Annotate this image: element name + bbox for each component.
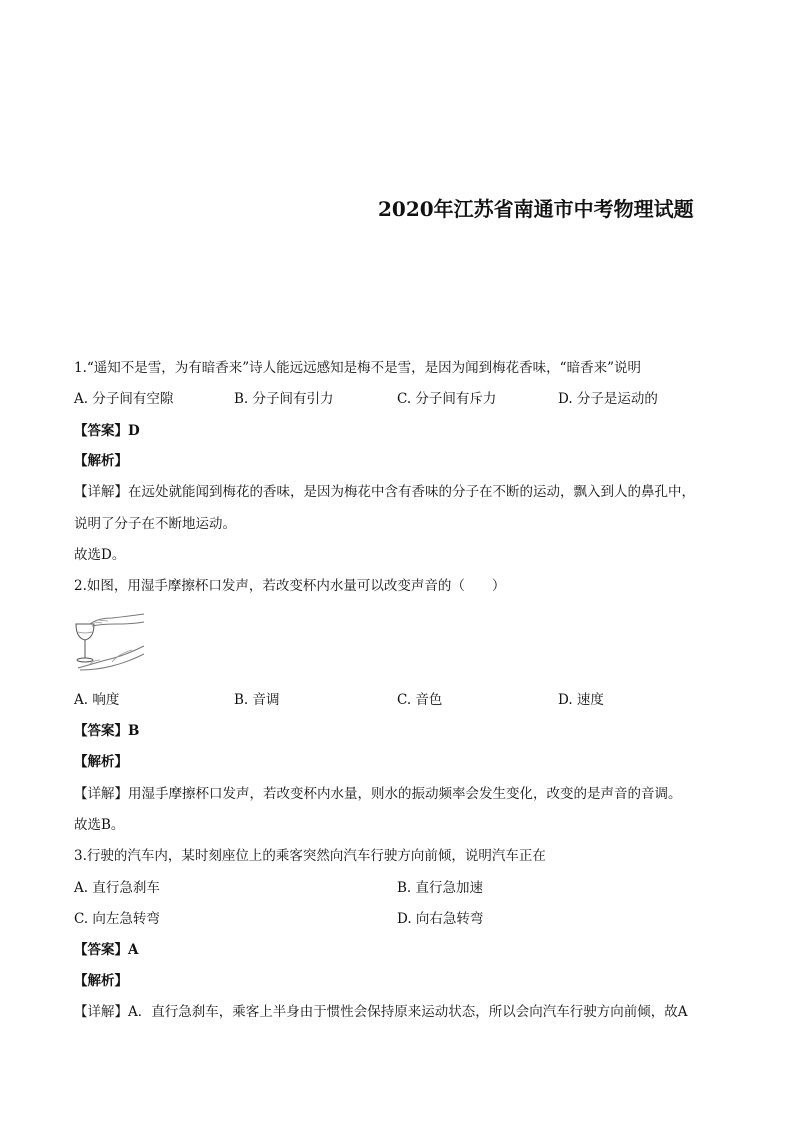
q2-option-b: B. 音调 xyxy=(234,692,280,708)
q3-option-d: D. 向右急转弯 xyxy=(397,911,484,927)
q1-detail-line-2: 说明了分子在不断地运动。 xyxy=(74,516,236,532)
q3-analysis-heading: 【解析】 xyxy=(74,973,128,989)
q2-analysis-heading: 【解析】 xyxy=(74,754,128,770)
q3-option-a: A. 直行急刹车 xyxy=(74,880,160,896)
q1-detail-line-1: 【详解】在远处就能闻到梅花的香味，是因为梅花中含有香味的分子在不断的运动，飘入到人的鼻孔中， xyxy=(74,484,695,500)
q2-conclusion: 故选B。 xyxy=(74,817,125,833)
q2-detail-line-1: 【详解】用湿手摩擦杯口发声，若改变杯内水量，则水的振动频率会发生变化，改变的是声音的音调。 xyxy=(74,786,682,802)
q2-option-a: A. 响度 xyxy=(74,692,120,708)
q2-stem: 2.如图，用湿手摩擦杯口发声，若改变杯内水量可以改变声音的（ ） xyxy=(74,578,506,594)
q1-conclusion: 故选D。 xyxy=(74,547,126,563)
q3-answer: 【答案】A xyxy=(74,942,139,958)
q1-option-c: C. 分子间有斥力 xyxy=(397,391,497,407)
hand-rubbing-wine-glass-illustration xyxy=(72,610,148,672)
q1-stem: 1.“遥知不是雪，为有暗香来”诗人能远远感知是梅不是雪，是因为闻到梅花香味，“暗香来”说明 xyxy=(74,360,641,376)
q1-option-d: D. 分子是运动的 xyxy=(558,391,658,407)
q1-answer: 【答案】D xyxy=(74,423,140,439)
q1-analysis-heading: 【解析】 xyxy=(74,453,128,469)
q1-option-a: A. 分子间有空隙 xyxy=(74,391,174,407)
q3-detail-line-1: 【详解】A．直行急刹车，乘客上半身由于惯性会保持原来运动状态，所以会向汽车行驶方向前倾，故A xyxy=(74,1004,688,1020)
q1-option-b: B. 分子间有引力 xyxy=(234,391,334,407)
document-title: 2020年江苏省南通市中考物理试题 xyxy=(378,197,694,221)
q3-option-b: B. 直行急加速 xyxy=(397,880,484,896)
q3-stem: 3.行驶的汽车内，某时刻座位上的乘客突然向汽车行驶方向前倾，说明汽车正在 xyxy=(74,848,546,864)
q2-option-d: D. 速度 xyxy=(558,692,604,708)
q2-option-c: C. 音色 xyxy=(397,692,443,708)
q2-answer: 【答案】B xyxy=(74,723,140,739)
q3-option-c: C. 向左急转弯 xyxy=(74,911,160,927)
